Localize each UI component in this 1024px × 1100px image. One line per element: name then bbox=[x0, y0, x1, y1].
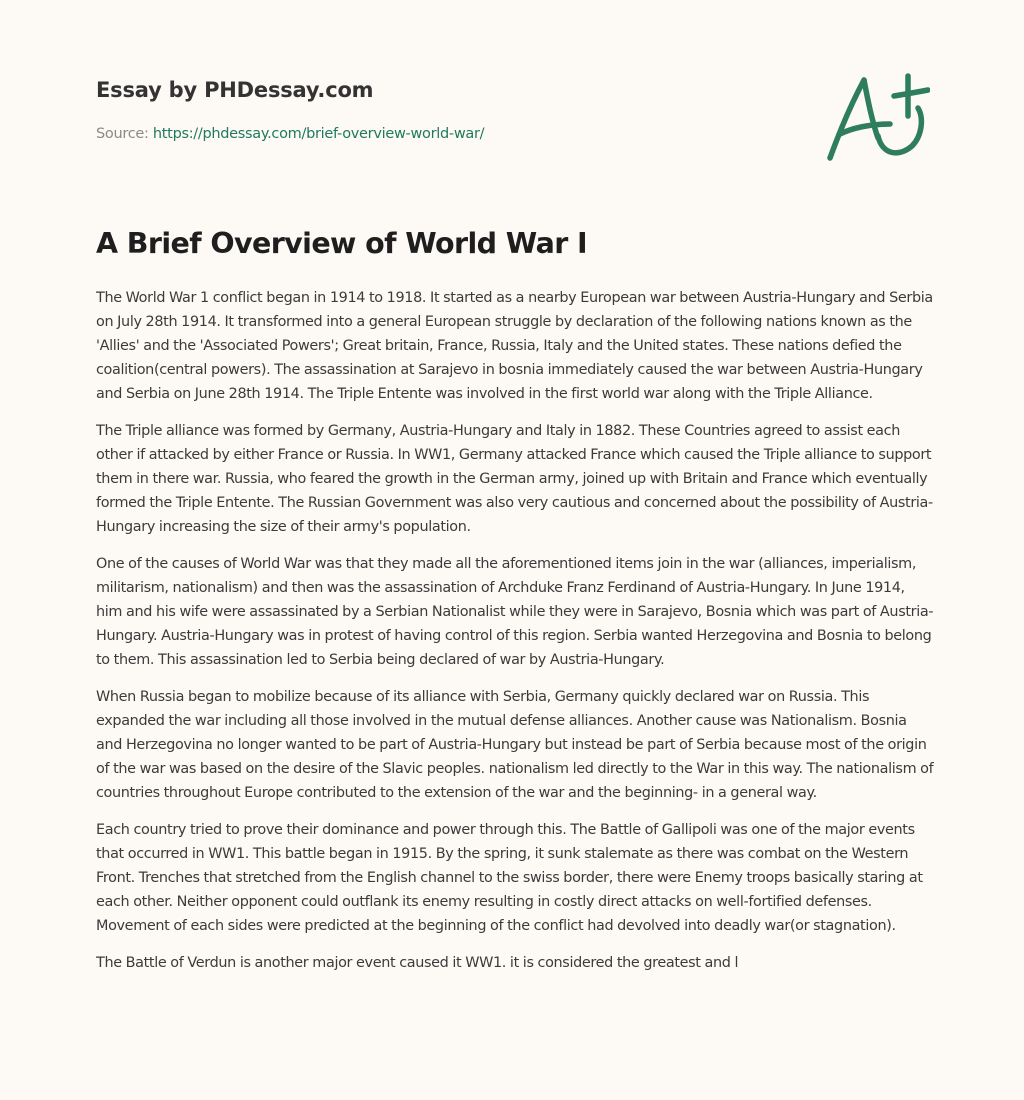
essay-paragraph: One of the causes of World War was that they made all the aforementioned items join in the war (alliances, imperialism, militarism, nationalism) and then was the assassination of Archduke Franz Ferdinand of Austria-Hungary. In June 1914, him and his wife were assassinated by a Serbian Nationalist while they were in Sarajevo, Bosnia which was part of Austria-Hungary. Austria-Hungary was in protest of having control of this region. Serbia wanted Herzegovina and Bosnia to belong to them. This assassination led to Serbia being declared of war by Austria-Hungary. bbox=[96, 556, 934, 668]
essay-title: A Brief Overview of World War I bbox=[96, 227, 587, 260]
a-plus-grade-icon bbox=[820, 66, 930, 166]
essay-body bbox=[96, 286, 934, 988]
essay-paragraph: When Russia began to mobilize because of its alliance with Serbia, Germany quickly declared war on Russia. This expanded the war including all those involved in the mutual defense alliances. Another cause was Nationalism. Bosnia and Herzegovina no longer wanted to be part of Austria-Hungary but instead be part of Serbia because most of the origin of the war was based on the desire of the Slavic peoples. nationalism led directly to the War in this way. The nationalism of countries throughout Europe contributed to the extension of the war and the beginning- in a general way. bbox=[96, 689, 934, 801]
source-link[interactable]: https://phdessay.com/brief-overview-world-war/ bbox=[152, 126, 485, 142]
essay-paragraph-truncated: The Battle of Verdun is another major event caused it WW1. it is considered the greatest and l bbox=[96, 955, 739, 971]
site-title: Essay by PHDessay.com bbox=[96, 78, 374, 102]
source-line bbox=[96, 124, 796, 144]
essay-paragraph: The World War 1 conflict began in 1914 to 1918. It started as a nearby European war between Austria-Hungary and Serbia on July 28th 1914. It transformed into a general European struggle by declaration of the following nations known as the 'Allies' and the 'Associated Powers'; Great britain, France, Russia, Italy and the United states. These nations defied the coalition(central powers). The assassination at Sarajevo in bosnia immediately caused the war between Austria-Hungary and Serbia on June 28th 1914. The Triple Entente was involved in the first world war along with the Triple Alliance. bbox=[96, 290, 933, 402]
essay-header bbox=[96, 76, 796, 144]
source-label: Source: bbox=[96, 126, 153, 142]
essay-paragraph: Each country tried to prove their dominance and power through this. The Battle of Gallipoli was one of the major events that occurred in WW1. This battle began in 1915. By the spring, it sunk stalemate as there was combat on the Western Front. Trenches that stretched from the English channel to the swiss border, there were Enemy troops basically staring at each other. Neither opponent could outflank its enemy resulting in costly direct attacks on well-fortified defenses. Movement of each sides were predicted at the beginning of the conflict had devolved into deadly war(or stagnation). bbox=[96, 822, 923, 934]
essay-paragraph: The Triple alliance was formed by Germany, Austria-Hungary and Italy in 1882. These Countries agreed to assist each other if attacked by either France or Russia. In WW1, Germany attacked France which caused the Triple alliance to support them in there war. Russia, who feared the growth in the German army, joined up with Britain and France which eventually formed the Triple Entente. The Russian Government was also very cautious and concerned about the possibility of Austria-Hungary increasing the size of their army's population. bbox=[96, 423, 933, 535]
